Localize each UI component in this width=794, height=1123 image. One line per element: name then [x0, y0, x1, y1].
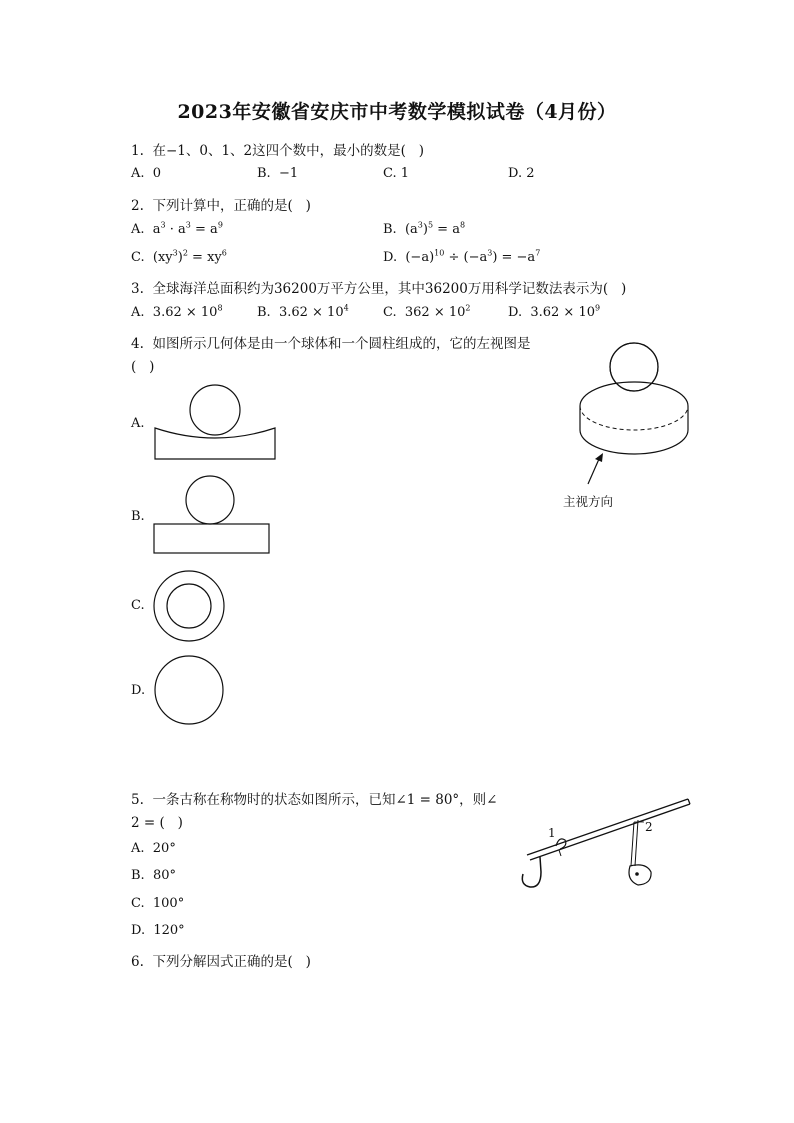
angle-1-label: 1 [548, 826, 556, 840]
q2-option-c: C. $(xy^3)^2 = xy^6$ [131, 248, 227, 265]
q4-view-direction-label: 主视方向 [563, 494, 614, 509]
q4-option-b: B. [131, 509, 145, 524]
q5-option-c: C. 100° [131, 896, 185, 911]
q4-option-d: D. [131, 683, 146, 698]
q5-option-d: D. 120° [131, 923, 185, 938]
q4-paren: ( ) [131, 359, 155, 375]
q2-option-d: D. $(-a)^{10} \div (-a^3) = -a^7$ [383, 248, 541, 265]
q5-stem: 5. 一条古称在称物时的状态如图所示，已知∠1 = 80°，则∠ [131, 792, 498, 808]
q3-option-c: C. $362 \times 10^2$ [383, 303, 471, 320]
q1-stem: 1. 在−1、0、1、2这四个数中，最小的数是( ) [131, 143, 425, 159]
q5-option-a: A. 20° [131, 841, 176, 856]
angle-2-label: 2 [645, 820, 653, 834]
q5-stem-continued: 2 = ( ) [131, 815, 183, 831]
q6-stem: 6. 下列分解因式正确的是( ) [131, 954, 311, 970]
q4-stem: 4. 如图所示几何体是由一个球体和一个圆柱组成的，它的左视图是 [131, 336, 531, 352]
q5-option-b: B. 80° [131, 868, 176, 883]
q1-option-c: C. 1 [383, 166, 410, 181]
q3-option-a: A. $3.62 \times 10^8$ [131, 303, 223, 320]
page-title: 2023年安徽省安庆市中考数学模拟试卷（4月份） [177, 101, 617, 123]
q1-option-b: B. −1 [257, 166, 299, 181]
q3-stem: 3. 全球海洋总面积约为36200万平方公里，其中36200万用科学记数法表示为( ) [131, 281, 627, 297]
q1-option-d: D. 2 [508, 166, 535, 181]
q3-option-b: B. $3.62 \times 10^4$ [257, 303, 349, 320]
q4-option-c: C. [131, 598, 145, 613]
q2-option-b: B. $(a^3)^5 = a^8$ [383, 220, 466, 237]
q1-option-a: A. 0 [131, 166, 162, 181]
q2-stem: 2. 下列计算中，正确的是( ) [131, 198, 311, 214]
q3-option-d: D. $3.62 \times 10^9$ [508, 303, 601, 320]
q2-option-a: A. $a^3 \cdot a^3 = a^9$ [131, 220, 223, 237]
q4-option-a: A. [131, 416, 145, 431]
